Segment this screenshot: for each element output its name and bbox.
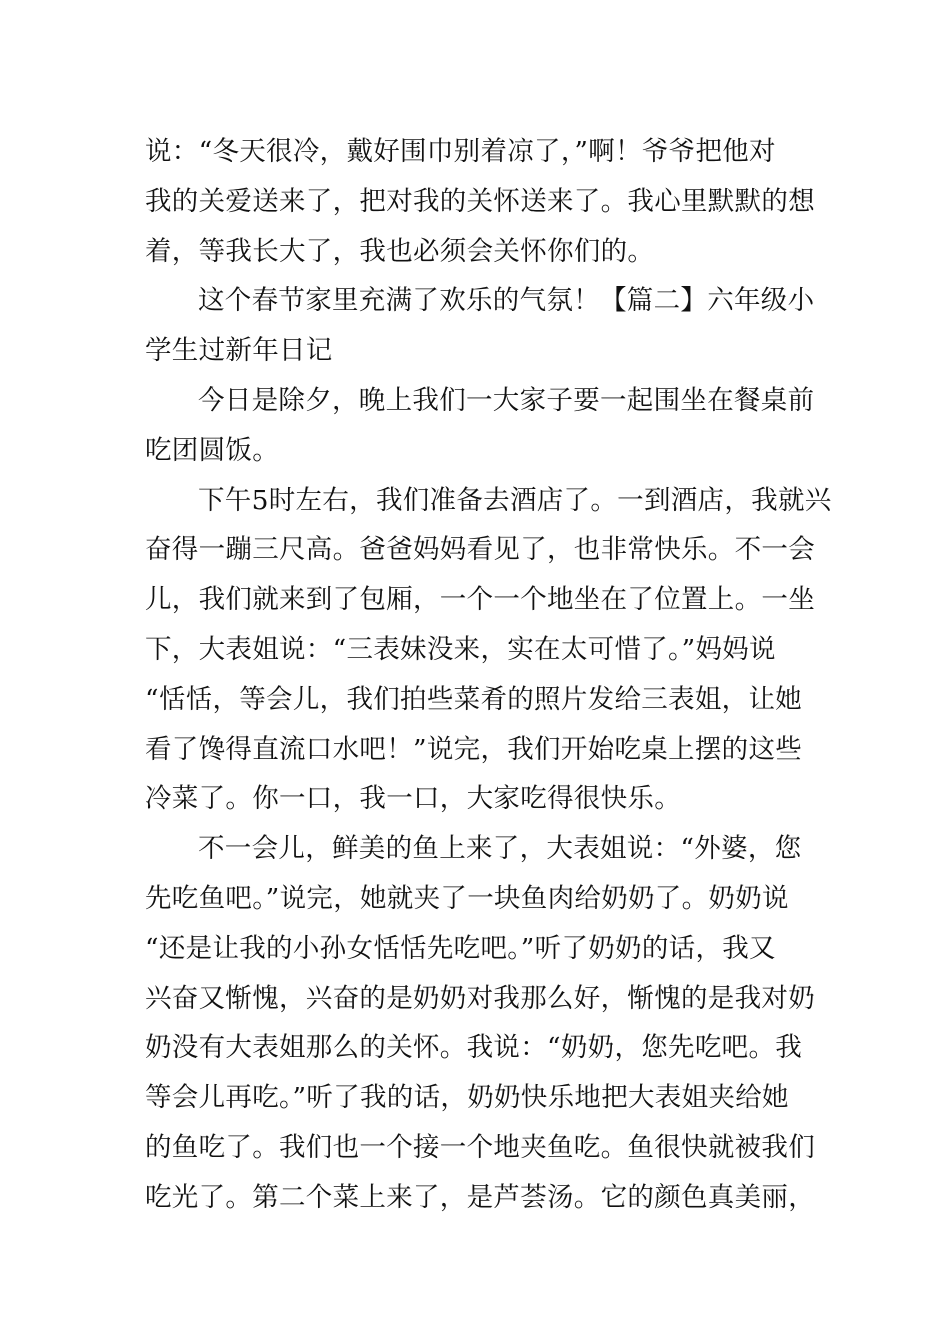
- text-line: 奶没有大表姐那么的关怀。我说：“奶奶，您先吃吧。我: [145, 1032, 803, 1064]
- text-line: “还是让我的小孙女恬恬先吃吧。”听了奶奶的话，我又: [145, 932, 776, 964]
- text-line: 先吃鱼吧。”说完，她就夹了一块鱼肉给奶奶了。奶奶说: [145, 882, 789, 914]
- text-line: 吃团圆饭。: [145, 434, 279, 466]
- text-line: 等会儿再吃。”听了我的话，奶奶快乐地把大表姐夹给她: [145, 1082, 789, 1114]
- text-line: 吃光了。第二个菜上来了，是芦荟汤。它的颜色真美丽，: [145, 1181, 815, 1213]
- text-line: “恬恬，等会儿，我们拍些菜肴的照片发给三表姐，让她: [145, 683, 803, 715]
- paragraph-start-line: 今日是除夕，晚上我们一大家子要一起围坐在餐桌前: [198, 384, 815, 416]
- text-line: 冷菜了。你一口，我一口，大家吃得很快乐。: [145, 783, 681, 815]
- text-line: 奋得一蹦三尺高。爸爸妈妈看见了，也非常快乐。不一会: [145, 534, 815, 566]
- text-line: 学生过新年日记: [145, 335, 333, 367]
- text-line: 说：“冬天很冷，戴好围巾别着凉了，”啊！爷爷把他对: [145, 136, 776, 167]
- text-line: 的鱼吃了。我们也一个接一个地夹鱼吃。鱼很快就被我们: [145, 1131, 815, 1163]
- text-line: 我的关爱送来了，把对我的关怀送来了。我心里默默的想: [145, 185, 815, 217]
- body-text: [145, 127, 832, 1223]
- text-line: 兴奋又惭愧，兴奋的是奶奶对我那么好，惭愧的是我对奶: [145, 982, 815, 1014]
- text-line: 着，等我长大了，我也必须会关怀你们的。: [145, 235, 655, 267]
- text-line: 下，大表姐说：“三表妹没来，实在太可惜了。”妈妈说: [145, 633, 776, 665]
- paragraph-start-line: 下午5时左右，我们准备去酒店了。一到酒店，我就兴: [198, 484, 832, 516]
- paragraph-start-line: 这个春节家里充满了欢乐的气氛！【篇二】六年级小: [198, 285, 815, 317]
- text-line: 儿，我们就来到了包厢，一个一个地坐在了位置上。一坐: [145, 584, 815, 616]
- paragraph-start-line: 不一会儿，鲜美的鱼上来了，大表姐说：“外婆，您: [198, 833, 802, 865]
- text-line: 看了馋得直流口水吧！”说完，我们开始吃桌上摆的这些: [145, 733, 803, 765]
